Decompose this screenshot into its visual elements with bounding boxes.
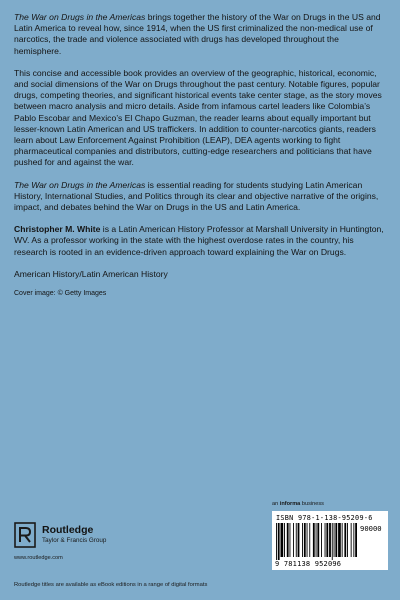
publisher-name: Routledge	[42, 524, 94, 536]
barcode-bar	[316, 523, 317, 557]
barcode-bar	[334, 523, 335, 557]
informa-brand: informa	[279, 501, 301, 507]
blurb-paragraph-intro: The War on Drugs in the Americas brings together the history of the War on Drugs in the US and Latin America to reveal how, since 1914, when the US first criminalized the non-medical use of narcotics, the trade and violence associated with drugs has developed throughout the hemisphere.	[14, 12, 381, 56]
barcode-bar	[276, 523, 277, 560]
barcode-digits: 9 781138 952096	[275, 560, 342, 568]
barcode-bar	[325, 523, 326, 557]
informa-tagline: an informa business	[272, 501, 324, 507]
barcode-bar	[317, 523, 319, 557]
blurb-paragraph-overview: This concise and accessible book provides an overview of the geographic, historical, economic, and social dimensions of the War on Drugs throughout the past century. Notable figures, popular drugs, competing theories, and significant historical events take center stage, as the story moves between macro analysis and micro details. Aside from infamous cartel leaders like Colombia’s Pablo Escobar and Mexico’s El Chapo Guzman, the reader learns about equally important but lesser-known Latin American and US traffickers. In addition to counter-narcotics giants, readers learn about Law Enforcement Against Prohibition (LEAP), DEA agents working to fight pharmaceutical companies and distributors, cutting-edge researchers and politicians that have pushed for and against the war.	[14, 67, 382, 168]
cover-credit: Cover image: © Getty Images	[14, 290, 107, 298]
publisher-block	[14, 520, 154, 562]
barcode-bar	[355, 523, 357, 557]
publisher-group: Taylor & Francis Group	[42, 537, 107, 544]
barcode-bar	[351, 523, 352, 557]
author-name: Christopher M. White	[14, 224, 101, 235]
barcode-bar	[284, 523, 285, 557]
isbn-number: ISBN 978-1-138-95209-6	[276, 514, 373, 522]
barcode-bar	[307, 523, 308, 557]
routledge-r-logo-icon	[14, 522, 36, 548]
bottom-strip	[0, 577, 400, 600]
price-code: 90000	[360, 524, 382, 533]
barcode-bar	[309, 523, 310, 557]
barcode-bar	[344, 523, 346, 557]
barcode-bar	[298, 523, 300, 557]
barcode-bar	[347, 523, 348, 557]
isbn-barcode	[272, 511, 388, 570]
book-title-ref: The War on Drugs in the Americas	[14, 179, 146, 190]
author-bio: Christopher M. White is a Latin American History Professor at Marshall University in Huntington, WV. As a professor working in the state with the highest overdose rates in the country, his research is rooted in an evidence-driven approach toward explaining the War on Drugs.	[14, 224, 384, 257]
barcode-bar	[304, 523, 306, 557]
barcode-bar	[326, 523, 328, 557]
barcode-bar	[335, 523, 337, 557]
barcode-bar	[313, 523, 315, 557]
barcode-bar	[281, 523, 284, 557]
barcode-bar	[342, 523, 343, 557]
barcode-bar	[353, 523, 354, 557]
barcode-bar	[338, 523, 341, 557]
publisher-url: www.routledge.com	[14, 555, 63, 561]
barcode-bar	[302, 523, 303, 557]
barcode-bar	[296, 523, 297, 557]
back-cover-blurb	[14, 12, 386, 310]
barcode-bar	[329, 523, 331, 557]
book-title-ref: The War on Drugs in the Americas	[14, 12, 146, 22]
barcode-bar	[321, 523, 322, 557]
ebook-footnote: Routledge titles are available as eBook editions in a range of digital formats	[14, 582, 208, 588]
barcode-bar	[332, 523, 333, 560]
subject-category: American History/Latin American History	[14, 268, 168, 279]
barcode-bar	[287, 523, 289, 557]
barcode-bar	[278, 523, 280, 560]
barcode-bars	[276, 523, 358, 560]
blurb-paragraph-audience: The War on Drugs in the Americas is essential reading for students studying Latin American History, International Studies, and Politics through its clear and objective narrative of the origins, impact, and debates behind the War on Drugs in the US and Latin America.	[14, 179, 379, 213]
barcode-bar	[290, 523, 291, 557]
barcode-bar	[293, 523, 294, 557]
